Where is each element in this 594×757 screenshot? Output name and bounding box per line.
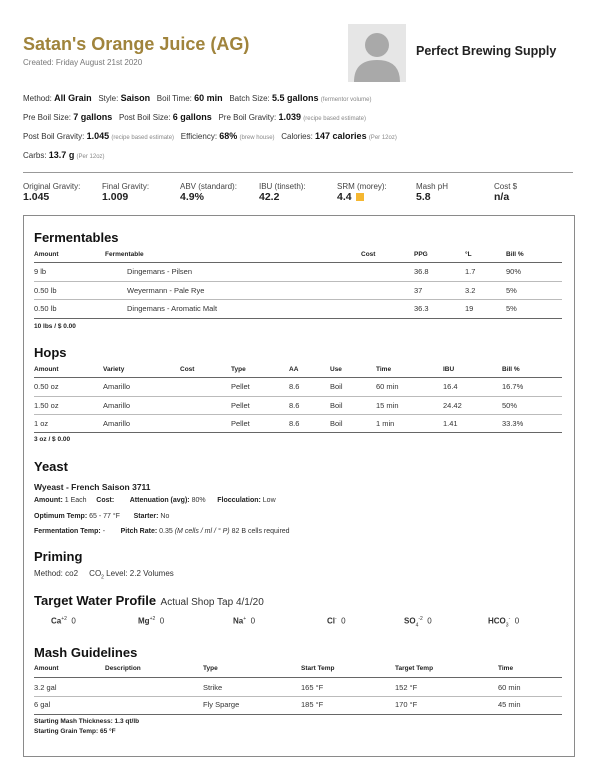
yeast-name: Wyeast - French Saison 3711 bbox=[34, 482, 151, 492]
ion-sulfate: $SO_4^{-2}$ 0 bbox=[404, 616, 432, 629]
efficiency-value: 68% bbox=[219, 131, 238, 141]
meta-line-1: Method: All Grain Style: Saison Boil Time: 60 min Batch Size: 5.5 gallons (fermentor volume) bbox=[23, 93, 372, 103]
style-value: Saison bbox=[120, 93, 151, 103]
method-value: All Grain bbox=[54, 93, 92, 103]
col-ppg: PPG bbox=[414, 251, 428, 258]
fermentables-heading: Fermentables bbox=[34, 230, 119, 245]
hops-total: 3 oz / $ 0.00 bbox=[34, 436, 71, 443]
stat-og: Original Gravity: 1.045 bbox=[23, 182, 81, 203]
user-placeholder-icon bbox=[348, 24, 406, 82]
col-lovibond: °L bbox=[465, 251, 472, 258]
meta-line-4: Carbs: 13.7 g (Per 12oz) bbox=[23, 150, 105, 160]
yeast-heading: Yeast bbox=[34, 459, 68, 474]
carbs-value: 13.7 g bbox=[48, 150, 75, 160]
calories-value: 147 calories bbox=[315, 131, 367, 141]
stat-abv: ABV (standard): 4.9% bbox=[180, 182, 237, 203]
ion-calcium: $Ca^{+2}$ 0 bbox=[51, 616, 76, 626]
priming-details: Method: co2 $CO_2$ Level: 2.2 Volumes bbox=[34, 569, 174, 581]
brand-name: Perfect Brewing Supply bbox=[416, 44, 557, 58]
boil-time-value: 60 min bbox=[194, 93, 223, 103]
ion-sodium: Na+ 0 bbox=[233, 616, 256, 626]
mash-thickness: Starting Mash Thickness: 1.3 qt/lb bbox=[34, 718, 140, 725]
created-date: Created: Friday August 21st 2020 bbox=[23, 58, 143, 67]
yeast-details-3: Fermentation Temp: - Pitch Rate: 0.35 (M cells / ml / ° P) 82 B cells required bbox=[34, 528, 290, 535]
ion-magnesium: $Mg^{+2}$ 0 bbox=[138, 616, 165, 626]
col-cost: Cost bbox=[361, 251, 376, 258]
yeast-details-2: Optimum Temp: 65 - 77 °F Starter: No bbox=[34, 513, 170, 520]
stat-mash-ph: Mash pH 5.8 bbox=[416, 182, 449, 203]
post-boil-gravity-value: 1.045 bbox=[86, 131, 110, 141]
post-boil-size-value: 6 gallons bbox=[172, 112, 212, 122]
ion-bicarbonate: $HCO_3^-$ 0 bbox=[488, 616, 520, 629]
divider bbox=[23, 172, 573, 173]
stat-cost: Cost $ n/a bbox=[494, 182, 518, 203]
mash-heading: Mash Guidelines bbox=[34, 645, 138, 660]
pre-boil-size-value: 7 gallons bbox=[73, 112, 113, 122]
srm-color-swatch bbox=[356, 193, 364, 201]
col-bill: Bill % bbox=[506, 251, 524, 258]
stat-fg: Final Gravity: 1.009 bbox=[102, 182, 150, 203]
recipe-title: Satan's Orange Juice (AG) bbox=[23, 34, 250, 54]
hops-heading: Hops bbox=[34, 345, 67, 360]
fermentables-total: 10 lbs / $ 0.00 bbox=[34, 323, 76, 330]
priming-heading: Priming bbox=[34, 549, 83, 564]
stat-ibu: IBU (tinseth): 42.2 bbox=[259, 182, 306, 203]
water-profile-heading: Target Water Profile Actual Shop Tap 4/1/20 bbox=[34, 593, 264, 608]
meta-line-3: Post Boil Gravity: 1.045 (recipe based estimate) Efficiency: 68% (brew house) Calories: 147 calories (Per 12oz) bbox=[23, 131, 397, 141]
col-amount: Amount bbox=[34, 251, 59, 258]
stat-srm: SRM (morey): 4.4 bbox=[337, 182, 387, 203]
table-rule bbox=[34, 262, 562, 263]
avatar bbox=[348, 24, 406, 82]
yeast-details-1: Amount: 1 Each Cost: Attenuation (avg): 80% Flocculation: Low bbox=[34, 497, 276, 504]
col-fermentable: Fermentable bbox=[105, 251, 144, 258]
pre-boil-gravity-value: 1.039 bbox=[278, 112, 302, 122]
ion-chloride: Cl- 0 bbox=[327, 616, 346, 626]
meta-line-2: Pre Boil Size: 7 gallons Post Boil Size: 6 gallons Pre Boil Gravity: 1.039 (recipe based estimate) bbox=[23, 112, 366, 122]
grain-temp: Starting Grain Temp: 65 °F bbox=[34, 728, 116, 735]
batch-size-value: 5.5 gallons bbox=[272, 93, 319, 103]
